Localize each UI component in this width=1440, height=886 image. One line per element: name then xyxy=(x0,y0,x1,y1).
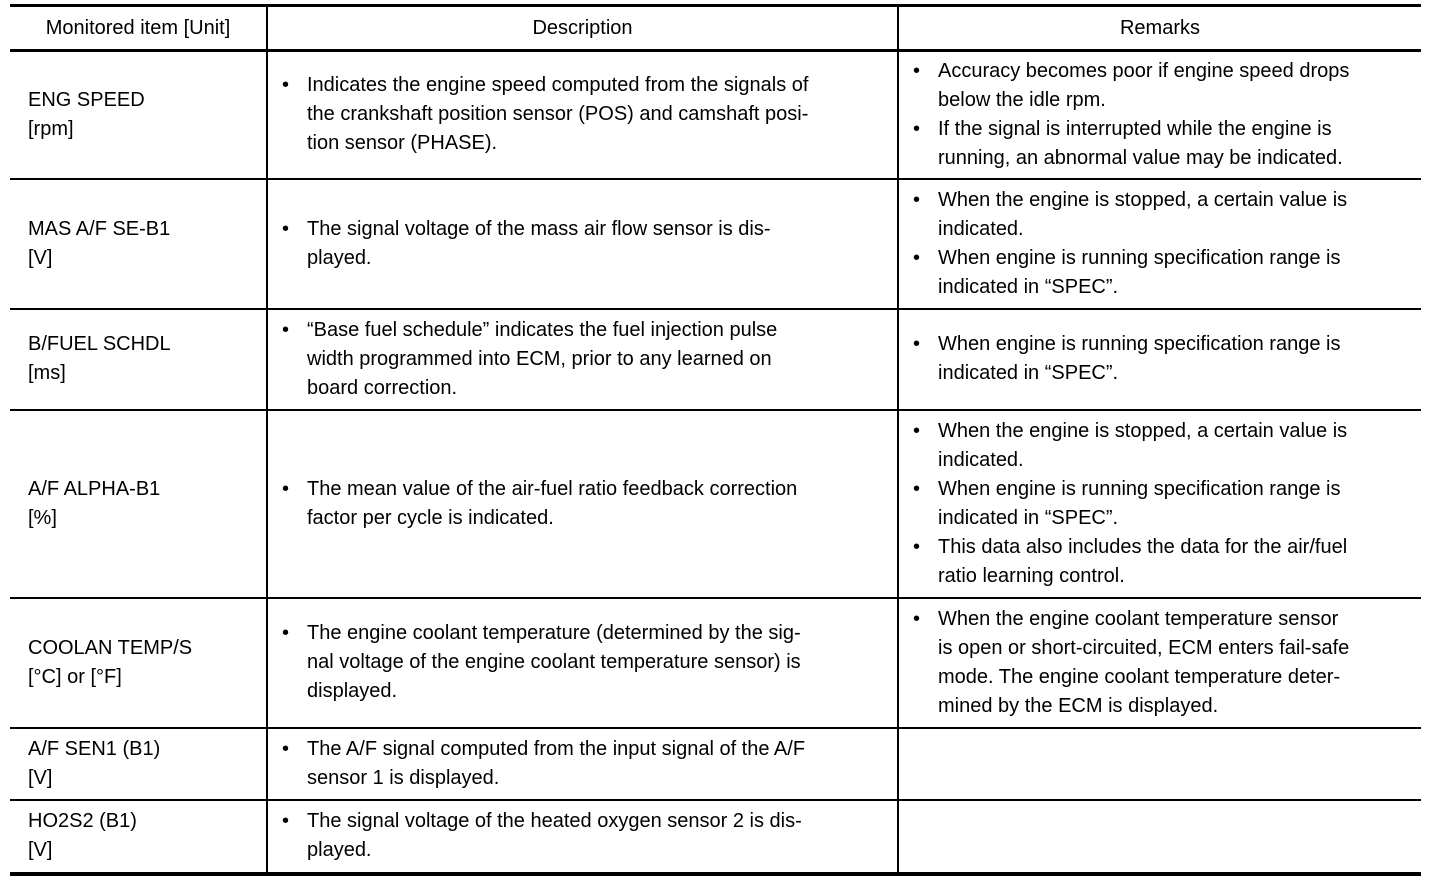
text-line: displayed. xyxy=(307,680,398,702)
text-line: When the engine is stopped, a certain value is xyxy=(938,419,1348,442)
table-row xyxy=(10,728,1421,800)
description-cell xyxy=(267,598,898,728)
description-cell xyxy=(267,410,898,598)
text-line: indicated. xyxy=(938,448,1024,471)
table-row xyxy=(10,51,1421,179)
bullet-glyph: • xyxy=(913,246,921,269)
remarks-list xyxy=(913,57,1415,173)
table-row xyxy=(10,800,1421,872)
description-bullet xyxy=(282,71,889,158)
monitored-item-cell xyxy=(10,309,267,410)
text-line: mined by the ECM is displayed. xyxy=(938,694,1219,717)
monitored-item-cell xyxy=(10,179,267,309)
monitored-item-unit: [ms] xyxy=(28,362,66,384)
bullet-glyph: • xyxy=(913,59,921,82)
monitored-item-name: A/F SEN1 (B1) xyxy=(28,737,161,760)
monitored-item-cell xyxy=(10,410,267,598)
description-bullet xyxy=(282,735,889,793)
text-line: Accuracy becomes poor if engine speed drops xyxy=(938,59,1350,82)
monitored-item-cell xyxy=(10,728,267,800)
description-list xyxy=(282,475,889,533)
description-bullet xyxy=(282,619,889,706)
text-line: below the idle rpm. xyxy=(938,88,1106,111)
monitored-item-name: HO2S2 (B1) xyxy=(28,810,137,832)
text-line: indicated in “SPEC”. xyxy=(938,506,1119,529)
text-line: indicated in “SPEC”. xyxy=(938,362,1119,384)
description-cell xyxy=(267,728,898,800)
monitored-item-unit: [°C] or [°F] xyxy=(28,665,122,688)
bullet-glyph: • xyxy=(913,188,921,211)
text-line: The engine coolant temperature (determined by the sig- xyxy=(307,622,801,644)
remarks-list xyxy=(913,417,1415,591)
text-line: width programmed into ECM, prior to any learned on xyxy=(307,347,772,370)
bullet-glyph: • xyxy=(913,477,921,500)
text-line: If the signal is interrupted while the engine is xyxy=(938,117,1332,140)
monitored-item-unit: [V] xyxy=(28,766,53,789)
bullet-glyph: • xyxy=(282,74,290,97)
remarks-list xyxy=(913,330,1415,388)
monitored-item-name: A/F ALPHA-B1 xyxy=(28,477,161,500)
monitored-item-cell xyxy=(10,51,267,179)
bullet-glyph: • xyxy=(282,318,290,341)
monitor-table xyxy=(10,7,1421,872)
text-line: running, an abnormal value may be indicated. xyxy=(938,146,1343,169)
remarks-bullet xyxy=(913,244,1415,302)
monitored-item-name: COOLAN TEMP/S xyxy=(28,636,193,659)
description-list xyxy=(282,619,889,706)
monitored-item-name: ENG SPEED xyxy=(28,88,145,111)
text-line: This data also includes the data for the air/fuel xyxy=(938,535,1348,558)
description-bullet xyxy=(282,475,889,533)
remarks-cell xyxy=(898,728,1421,800)
description-bullet xyxy=(282,316,889,403)
text-line: When engine is running specification range is xyxy=(938,477,1341,500)
text-line: “Base fuel schedule” indicates the fuel injection pulse xyxy=(307,318,778,341)
monitored-item-name: B/FUEL SCHDL xyxy=(28,333,171,355)
monitored-item-cell xyxy=(10,800,267,872)
text-line: The mean value of the air-fuel ratio feedback correction xyxy=(307,477,798,500)
description-bullet xyxy=(282,807,889,865)
remarks-cell xyxy=(898,410,1421,598)
text-line: When the engine coolant temperature sensor xyxy=(938,607,1339,630)
text-line: The signal voltage of the mass air flow sensor is dis- xyxy=(307,217,771,240)
bullet-glyph: • xyxy=(913,535,921,558)
remarks-cell xyxy=(898,179,1421,309)
bullet-glyph: • xyxy=(282,217,290,240)
text-line: the crankshaft position sensor (POS) and camshaft posi- xyxy=(307,103,809,126)
monitored-item-unit: [V] xyxy=(28,246,53,269)
remarks-bullet xyxy=(913,330,1415,388)
remarks-bullet xyxy=(913,417,1415,475)
monitor-table-frame xyxy=(10,4,1421,876)
remarks-cell xyxy=(898,51,1421,179)
monitored-item-cell xyxy=(10,598,267,728)
text-line: sensor 1 is displayed. xyxy=(307,766,500,789)
bullet-glyph: • xyxy=(282,810,290,832)
remarks-list xyxy=(913,605,1415,721)
description-list xyxy=(282,71,889,158)
text-line: played. xyxy=(307,839,372,861)
description-cell xyxy=(267,800,898,872)
table-row xyxy=(10,309,1421,410)
bullet-glyph: • xyxy=(913,117,921,140)
remarks-list xyxy=(913,186,1415,302)
remarks-cell xyxy=(898,598,1421,728)
table-row xyxy=(10,410,1421,598)
text-line: nal voltage of the engine coolant temperature sensor) is xyxy=(307,651,801,673)
remarks-bullet xyxy=(913,57,1415,115)
monitored-item-unit: [V] xyxy=(28,839,53,861)
text-line: When engine is running specification range is xyxy=(938,246,1341,269)
monitored-item-unit: [rpm] xyxy=(28,117,74,140)
text-line: The signal voltage of the heated oxygen sensor 2 is dis- xyxy=(307,810,802,832)
header-description: Description xyxy=(267,7,898,51)
description-list xyxy=(282,316,889,403)
monitored-item-unit: [%] xyxy=(28,506,57,529)
description-list xyxy=(282,215,889,273)
text-line: When the engine is stopped, a certain value is xyxy=(938,188,1348,211)
text-line: indicated. xyxy=(938,217,1024,240)
bullet-glyph: • xyxy=(282,477,290,500)
remarks-bullet xyxy=(913,115,1415,173)
text-line: factor per cycle is indicated. xyxy=(307,506,554,529)
text-line: indicated in “SPEC”. xyxy=(938,275,1119,298)
text-line: played. xyxy=(307,246,372,269)
text-line: mode. The engine coolant temperature deter- xyxy=(938,665,1341,688)
remarks-bullet xyxy=(913,605,1415,721)
table-row xyxy=(10,179,1421,309)
remarks-bullet xyxy=(913,475,1415,533)
description-cell xyxy=(267,51,898,179)
bullet-glyph: • xyxy=(913,607,921,630)
header-monitored-item: Monitored item [Unit] xyxy=(10,7,267,51)
remarks-bullet xyxy=(913,186,1415,244)
description-cell xyxy=(267,179,898,309)
monitored-item-name: MAS A/F SE-B1 xyxy=(28,217,171,240)
text-line: ratio learning control. xyxy=(938,564,1125,587)
table-row xyxy=(10,598,1421,728)
remarks-bullet xyxy=(913,533,1415,591)
text-line: Indicates the engine speed computed from the signals of xyxy=(307,74,809,97)
description-list xyxy=(282,807,889,865)
bullet-glyph: • xyxy=(282,622,290,644)
bullet-glyph: • xyxy=(913,333,921,355)
header-row xyxy=(10,7,1421,51)
description-list xyxy=(282,735,889,793)
text-line: is open or short-circuited, ECM enters fail-safe xyxy=(938,636,1350,659)
bullet-glyph: • xyxy=(282,737,290,760)
text-line: The A/F signal computed from the input signal of the A/F xyxy=(307,737,806,760)
text-line: board correction. xyxy=(307,376,458,399)
bottom-rule xyxy=(10,872,1421,876)
description-bullet xyxy=(282,215,889,273)
remarks-cell xyxy=(898,309,1421,410)
bullet-glyph: • xyxy=(913,419,921,442)
remarks-cell xyxy=(898,800,1421,872)
description-cell xyxy=(267,309,898,410)
header-remarks: Remarks xyxy=(898,7,1421,51)
table-body xyxy=(10,51,1421,872)
text-line: tion sensor (PHASE). xyxy=(307,132,498,155)
text-line: When engine is running specification range is xyxy=(938,333,1341,355)
